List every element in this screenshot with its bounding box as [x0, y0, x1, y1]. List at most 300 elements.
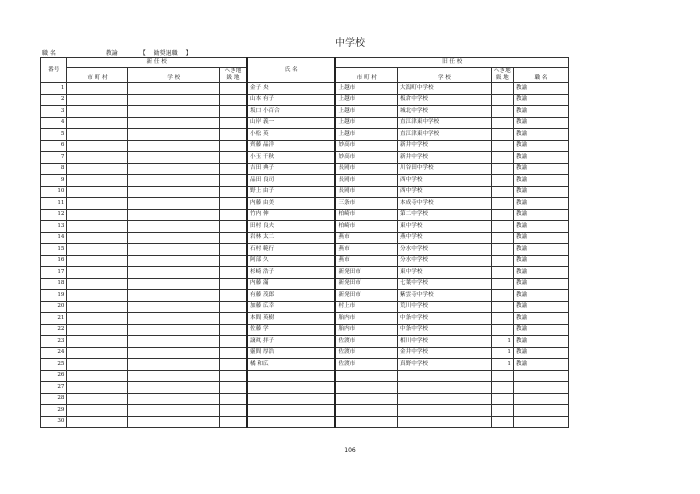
old-remote-cell — [491, 267, 513, 279]
new-remote-cell — [220, 140, 247, 152]
row-number: 11 — [41, 198, 67, 210]
teacher-name-cell — [247, 393, 336, 405]
row-number: 5 — [41, 129, 67, 141]
new-city-cell — [67, 152, 128, 164]
teacher-name-cell: 石村 範行 — [247, 244, 336, 256]
old-school-cell: 板倉中学校 — [398, 94, 492, 106]
old-remote-cell — [491, 198, 513, 210]
table-row — [41, 347, 569, 359]
teacher-name-cell: 加藤 広幸 — [247, 301, 336, 313]
document-title: 中学校 — [335, 38, 365, 49]
new-city-cell — [67, 347, 128, 359]
old-school-cell: 本成寺中学校 — [398, 198, 492, 210]
new-school-cell — [128, 83, 220, 95]
row-number: 22 — [41, 324, 67, 336]
old-school-cell: 川谷田中学校 — [398, 163, 492, 175]
old-city-cell: 妙高市 — [335, 152, 397, 164]
teacher-name-cell: 吉田 典子 — [247, 163, 336, 175]
header-row-top — [41, 58, 569, 68]
new-school-cell — [128, 382, 220, 394]
new-city-cell — [67, 244, 128, 256]
position-cell: 教諭 — [513, 313, 568, 325]
header-number: 番号 — [41, 58, 67, 83]
old-remote-cell — [491, 152, 513, 164]
old-school-cell: 東中学校 — [398, 267, 492, 279]
old-remote-cell — [491, 209, 513, 221]
teacher-name-cell: 譲眞 拝子 — [247, 336, 336, 348]
new-remote-cell — [220, 163, 247, 175]
position-cell: 教諭 — [513, 255, 568, 267]
table-row — [41, 301, 569, 313]
teacher-name-cell: 小玉 千秋 — [247, 152, 336, 164]
teacher-name-cell: 竹内 伸 — [247, 209, 336, 221]
teacher-name-cell: 小松 英 — [247, 129, 336, 141]
new-school-cell — [128, 347, 220, 359]
position-cell: 教諭 — [513, 336, 568, 348]
new-school-cell — [128, 152, 220, 164]
old-remote-cell — [491, 94, 513, 106]
teacher-name-cell: 齊藤 晶洋 — [247, 140, 336, 152]
position-line — [42, 48, 192, 57]
old-school-cell: 西中学校 — [398, 175, 492, 187]
new-city-cell — [67, 416, 128, 428]
new-school-cell — [128, 278, 220, 290]
old-school-cell: 大潟町中学校 — [398, 83, 492, 95]
teacher-name-cell: 野上 由子 — [247, 186, 336, 198]
old-school-cell — [398, 382, 492, 394]
header-old-school-group: 旧 任 校 — [335, 58, 568, 68]
position-value: 教諭 — [105, 50, 118, 57]
row-number: 24 — [41, 347, 67, 359]
new-school-cell — [128, 393, 220, 405]
teacher-name-cell: 靈間 厚浩 — [247, 347, 336, 359]
table-row — [41, 382, 569, 394]
new-remote-cell — [220, 405, 247, 417]
header-position: 職 名 — [513, 68, 568, 83]
old-city-cell: 新発田市 — [335, 278, 397, 290]
row-number: 18 — [41, 278, 67, 290]
header-new-school-group: 新 任 校 — [67, 58, 247, 68]
new-remote-cell — [220, 313, 247, 325]
old-city-cell: 村上市 — [335, 301, 397, 313]
old-school-cell: 第二中学校 — [398, 209, 492, 221]
row-number: 13 — [41, 221, 67, 233]
new-city-cell — [67, 405, 128, 417]
position-cell: 教諭 — [513, 163, 568, 175]
old-remote-cell: 1 — [491, 359, 513, 371]
old-school-cell: 荒川中学校 — [398, 301, 492, 313]
new-remote-cell — [220, 267, 247, 279]
new-city-cell — [67, 393, 128, 405]
new-remote-cell — [220, 359, 247, 371]
teacher-name-cell: 田村 良夫 — [247, 221, 336, 233]
table-row — [41, 106, 569, 118]
old-remote-cell: 1 — [491, 347, 513, 359]
new-city-cell — [67, 267, 128, 279]
old-remote-cell — [491, 232, 513, 244]
table-row — [41, 94, 569, 106]
old-city-cell: 上越市 — [335, 117, 397, 129]
new-city-cell — [67, 324, 128, 336]
table-row — [41, 336, 569, 348]
new-school-cell — [128, 324, 220, 336]
new-school-cell — [128, 221, 220, 233]
new-school-cell — [128, 129, 220, 141]
old-remote-cell — [491, 221, 513, 233]
old-city-cell: 柏崎市 — [335, 221, 397, 233]
old-school-cell: 新井中学校 — [398, 140, 492, 152]
new-remote-cell — [220, 198, 247, 210]
table-row — [41, 232, 569, 244]
old-remote-cell — [491, 324, 513, 336]
position-cell: 教諭 — [513, 278, 568, 290]
old-school-cell: 直江津東中学校 — [398, 117, 492, 129]
new-remote-cell — [220, 393, 247, 405]
new-city-cell — [67, 278, 128, 290]
teacher-name-cell: 本間 英樹 — [247, 313, 336, 325]
old-school-cell: 西中学校 — [398, 186, 492, 198]
table-row — [41, 278, 569, 290]
position-cell: 教諭 — [513, 140, 568, 152]
table-row — [41, 117, 569, 129]
new-city-cell — [67, 140, 128, 152]
old-school-cell: 紫雲寺中学校 — [398, 290, 492, 302]
new-city-cell — [67, 221, 128, 233]
old-city-cell: 上越市 — [335, 94, 397, 106]
table-row — [41, 290, 569, 302]
table-row — [41, 393, 569, 405]
new-remote-cell — [220, 83, 247, 95]
new-remote-cell — [220, 290, 247, 302]
new-remote-cell — [220, 416, 247, 428]
old-remote-cell — [491, 117, 513, 129]
new-city-cell — [67, 117, 128, 129]
row-number: 16 — [41, 255, 67, 267]
old-city-cell: 上越市 — [335, 129, 397, 141]
table-row — [41, 359, 569, 371]
new-school-cell — [128, 209, 220, 221]
old-school-cell: 金井中学校 — [398, 347, 492, 359]
old-remote-cell — [491, 393, 513, 405]
position-cell: 教諭 — [513, 83, 568, 95]
header-new-city: 市 町 村 — [67, 68, 128, 83]
new-remote-cell — [220, 336, 247, 348]
old-school-cell: 真野中学校 — [398, 359, 492, 371]
old-city-cell — [335, 370, 397, 382]
old-remote-cell — [491, 83, 513, 95]
retirement-note: 勧奨退職 — [153, 50, 178, 57]
new-remote-cell — [220, 94, 247, 106]
table-row — [41, 267, 569, 279]
new-city-cell — [67, 198, 128, 210]
new-city-cell — [67, 94, 128, 106]
new-remote-cell — [220, 209, 247, 221]
new-school-cell — [128, 290, 220, 302]
old-city-cell — [335, 416, 397, 428]
old-city-cell: 長岡市 — [335, 163, 397, 175]
new-remote-cell — [220, 175, 247, 187]
new-city-cell — [67, 370, 128, 382]
teacher-name-cell: 内藤 滿 — [247, 278, 336, 290]
position-cell: 教諭 — [513, 186, 568, 198]
old-city-cell: 燕市 — [335, 232, 397, 244]
new-school-cell — [128, 140, 220, 152]
old-city-cell — [335, 393, 397, 405]
teacher-name-cell: 山岸 義一 — [247, 117, 336, 129]
new-school-cell — [128, 416, 220, 428]
position-cell: 教諭 — [513, 152, 568, 164]
old-city-cell: 燕市 — [335, 244, 397, 256]
old-city-cell: 燕市 — [335, 255, 397, 267]
row-number: 29 — [41, 405, 67, 417]
position-cell: 教諭 — [513, 129, 568, 141]
new-school-cell — [128, 255, 220, 267]
position-cell — [513, 370, 568, 382]
old-school-cell: 城北中学校 — [398, 106, 492, 118]
position-cell: 教諭 — [513, 324, 568, 336]
new-city-cell — [67, 175, 128, 187]
position-cell: 教諭 — [513, 267, 568, 279]
teacher-name-cell: 岩林 太二 — [247, 232, 336, 244]
position-label: 職 名 — [42, 50, 56, 57]
teacher-name-cell — [247, 405, 336, 417]
position-cell — [513, 405, 568, 417]
old-school-cell: 新井中学校 — [398, 152, 492, 164]
row-number: 1 — [41, 83, 67, 95]
new-city-cell — [67, 382, 128, 394]
row-number: 3 — [41, 106, 67, 118]
row-number: 27 — [41, 382, 67, 394]
new-city-cell — [67, 255, 128, 267]
row-number: 17 — [41, 267, 67, 279]
old-remote-cell — [491, 405, 513, 417]
table-row — [41, 244, 569, 256]
new-school-cell — [128, 370, 220, 382]
position-cell: 教諭 — [513, 359, 568, 371]
table-row — [41, 209, 569, 221]
new-remote-cell — [220, 244, 247, 256]
table-row — [41, 370, 569, 382]
old-school-cell: 七葉中学校 — [398, 278, 492, 290]
old-city-cell: 胎内市 — [335, 313, 397, 325]
position-cell: 教諭 — [513, 198, 568, 210]
old-remote-cell — [491, 244, 513, 256]
position-cell: 教諭 — [513, 232, 568, 244]
row-number: 25 — [41, 359, 67, 371]
old-city-cell: 佐渡市 — [335, 347, 397, 359]
old-city-cell: 上越市 — [335, 83, 397, 95]
row-number: 20 — [41, 301, 67, 313]
position-cell: 教諭 — [513, 347, 568, 359]
transfer-table — [40, 57, 569, 428]
row-number: 7 — [41, 152, 67, 164]
bracket-right: 】 — [185, 50, 192, 57]
position-cell — [513, 382, 568, 394]
new-school-cell — [128, 117, 220, 129]
teacher-name-cell — [247, 370, 336, 382]
old-school-cell — [398, 416, 492, 428]
position-cell: 教諭 — [513, 94, 568, 106]
row-number: 23 — [41, 336, 67, 348]
old-remote-cell — [491, 129, 513, 141]
old-school-cell — [398, 370, 492, 382]
table-row — [41, 163, 569, 175]
position-cell: 教諭 — [513, 117, 568, 129]
old-city-cell: 上越市 — [335, 106, 397, 118]
new-remote-cell — [220, 117, 247, 129]
teacher-name-cell: 山本 有子 — [247, 94, 336, 106]
old-city-cell: 柏崎市 — [335, 209, 397, 221]
table-row — [41, 152, 569, 164]
new-remote-cell — [220, 186, 247, 198]
row-number: 19 — [41, 290, 67, 302]
header-old-school: 学 校 — [398, 68, 492, 83]
header-new-remote: へき地 級 地 — [220, 68, 247, 83]
new-remote-cell — [220, 370, 247, 382]
old-remote-cell — [491, 370, 513, 382]
row-number: 6 — [41, 140, 67, 152]
teacher-name-cell: 坂口 小百合 — [247, 106, 336, 118]
new-city-cell — [67, 209, 128, 221]
row-number: 9 — [41, 175, 67, 187]
old-remote-cell — [491, 106, 513, 118]
new-remote-cell — [220, 129, 247, 141]
teacher-name-cell: 金子 央 — [247, 83, 336, 95]
old-remote-cell — [491, 382, 513, 394]
old-remote-cell — [491, 290, 513, 302]
new-remote-cell — [220, 278, 247, 290]
new-city-cell — [67, 163, 128, 175]
row-number: 30 — [41, 416, 67, 428]
new-remote-cell — [220, 152, 247, 164]
old-remote-cell — [491, 278, 513, 290]
new-school-cell — [128, 313, 220, 325]
position-cell: 教諭 — [513, 209, 568, 221]
new-school-cell — [128, 163, 220, 175]
new-school-cell — [128, 232, 220, 244]
old-city-cell: 三条市 — [335, 198, 397, 210]
header-name: 氏 名 — [247, 58, 336, 83]
new-city-cell — [67, 336, 128, 348]
old-remote-cell — [491, 313, 513, 325]
teacher-name-cell — [247, 382, 336, 394]
teacher-name-cell: 佐藤 学 — [247, 324, 336, 336]
table-row — [41, 129, 569, 141]
row-number: 14 — [41, 232, 67, 244]
old-city-cell: 新発田市 — [335, 290, 397, 302]
table-row — [41, 313, 569, 325]
new-school-cell — [128, 336, 220, 348]
new-remote-cell — [220, 324, 247, 336]
old-city-cell: 新発田市 — [335, 267, 397, 279]
old-city-cell: 長岡市 — [335, 186, 397, 198]
new-city-cell — [67, 301, 128, 313]
old-city-cell — [335, 405, 397, 417]
new-city-cell — [67, 129, 128, 141]
new-school-cell — [128, 267, 220, 279]
position-cell: 教諭 — [513, 301, 568, 313]
old-remote-cell: 1 — [491, 336, 513, 348]
old-school-cell: 分水中学校 — [398, 255, 492, 267]
position-cell: 教諭 — [513, 221, 568, 233]
row-number: 8 — [41, 163, 67, 175]
new-city-cell — [67, 186, 128, 198]
table-row — [41, 416, 569, 428]
new-school-cell — [128, 244, 220, 256]
bracket-left: 【 — [139, 50, 146, 57]
teacher-name-cell: 杉崎 浩子 — [247, 267, 336, 279]
row-number: 28 — [41, 393, 67, 405]
row-number: 26 — [41, 370, 67, 382]
table-row — [41, 140, 569, 152]
new-remote-cell — [220, 255, 247, 267]
new-school-cell — [128, 186, 220, 198]
new-city-cell — [67, 232, 128, 244]
new-school-cell — [128, 405, 220, 417]
header-new-school: 学 校 — [128, 68, 220, 83]
new-remote-cell — [220, 106, 247, 118]
new-city-cell — [67, 83, 128, 95]
old-city-cell: 長岡市 — [335, 175, 397, 187]
new-city-cell — [67, 359, 128, 371]
new-city-cell — [67, 106, 128, 118]
position-cell: 教諭 — [513, 290, 568, 302]
new-city-cell — [67, 313, 128, 325]
old-city-cell: 佐渡市 — [335, 359, 397, 371]
new-school-cell — [128, 301, 220, 313]
old-city-cell: 妙高市 — [335, 140, 397, 152]
old-city-cell: 胎内市 — [335, 324, 397, 336]
teacher-name-cell: 橘 和広 — [247, 359, 336, 371]
teacher-name-cell — [247, 416, 336, 428]
teacher-name-cell: 有藤 茂郎 — [247, 290, 336, 302]
old-school-cell: 中条中学校 — [398, 313, 492, 325]
old-school-cell: 東中学校 — [398, 221, 492, 233]
new-school-cell — [128, 94, 220, 106]
position-cell: 教諭 — [513, 175, 568, 187]
old-school-cell: 中条中学校 — [398, 324, 492, 336]
new-remote-cell — [220, 221, 247, 233]
old-school-cell: 分水中学校 — [398, 244, 492, 256]
row-number: 4 — [41, 117, 67, 129]
old-city-cell: 佐渡市 — [335, 336, 397, 348]
table-row — [41, 221, 569, 233]
teacher-name-cell: 阿部 久 — [247, 255, 336, 267]
position-cell: 教諭 — [513, 244, 568, 256]
header-old-city: 市 町 村 — [335, 68, 397, 83]
position-cell — [513, 416, 568, 428]
table-row — [41, 405, 569, 417]
new-school-cell — [128, 175, 220, 187]
old-remote-cell — [491, 163, 513, 175]
old-remote-cell — [491, 175, 513, 187]
row-number: 21 — [41, 313, 67, 325]
table-row — [41, 324, 569, 336]
old-remote-cell — [491, 255, 513, 267]
row-number: 15 — [41, 244, 67, 256]
new-school-cell — [128, 106, 220, 118]
old-school-cell — [398, 405, 492, 417]
old-remote-cell — [491, 416, 513, 428]
old-remote-cell — [491, 301, 513, 313]
row-number: 2 — [41, 94, 67, 106]
teacher-name-cell: 品田 良司 — [247, 175, 336, 187]
old-city-cell — [335, 382, 397, 394]
old-school-cell: 燕中学校 — [398, 232, 492, 244]
row-number: 10 — [41, 186, 67, 198]
table-row — [41, 83, 569, 95]
row-number: 12 — [41, 209, 67, 221]
